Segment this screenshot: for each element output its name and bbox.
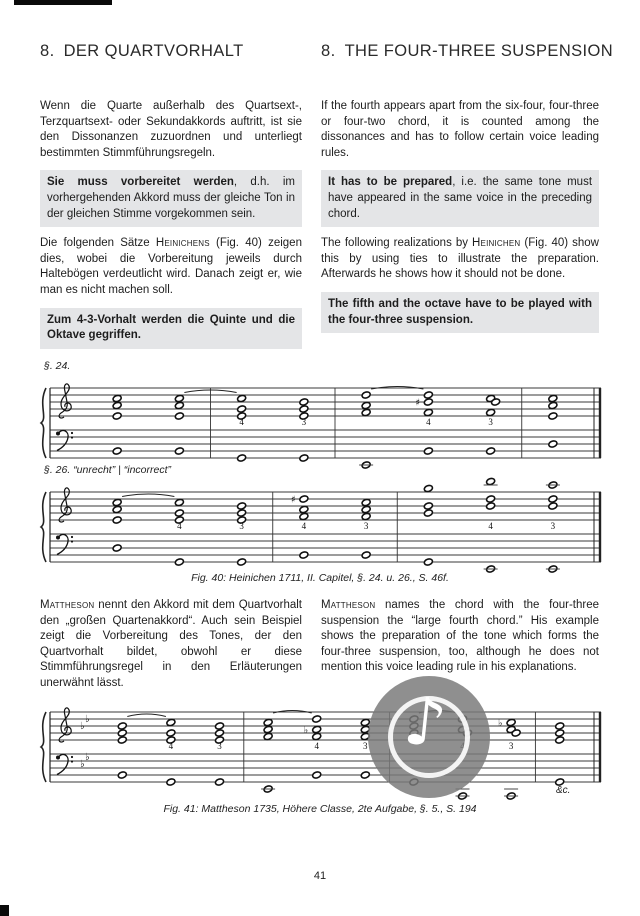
- text-segment: , i.e. the same tone must have appeared in the same voice in the preceding chord.: [328, 176, 593, 220]
- svg-text:♭: ♭: [85, 714, 90, 725]
- german-column-upper: [40, 99, 302, 358]
- german-para-1: Wenn die Quarte außerhalb des Quartsext-, Terzquartsext- oder Sekundakkords auftritt, ist sie den Dissonanzen zuzuordnen und unterliegt bestimmten Stimmführungsregeln.: [40, 100, 302, 159]
- svg-text:3: 3: [217, 741, 222, 751]
- author-name: Mattheson: [321, 599, 376, 611]
- text-segment-bold: Sie muss vorbereitet werden: [47, 176, 234, 189]
- author-name: Mattheson: [40, 599, 95, 611]
- english-highlight-1: [321, 170, 599, 227]
- text-segment: (Fig. 40) zeigen dies, wobei die Vorbereitung jeweils durch Haltebögen verdeutlicht wird. Danach zeigt er, wie man es nicht machen soll.: [40, 237, 302, 296]
- author-name: Heinichen: [472, 237, 521, 250]
- section-title: THE FOUR-THREE SUSPENSION: [344, 42, 614, 60]
- text-segment: Die folgenden Sätze: [40, 237, 156, 250]
- german-highlight-1: [40, 170, 302, 227]
- section-number: 8.: [40, 42, 55, 60]
- german-column-lower: [40, 598, 302, 701]
- scan-artifact-top: [14, 0, 112, 5]
- svg-text:♭: ♭: [303, 725, 309, 736]
- svg-text:♭: ♭: [85, 752, 90, 763]
- svg-text:4: 4: [177, 521, 182, 531]
- scan-artifact-bottom-left: [0, 905, 9, 916]
- english-column-lower: [321, 598, 599, 685]
- svg-text:4: 4: [301, 521, 307, 531]
- text-segment: names the chord with the four-three suspension the “large fourth chord.” His example shows the preparation of the tone which forms the four-three suspension, too, although he does not mention this voice leading rule in his explanations.: [321, 599, 599, 674]
- figure-40-caption: Fig. 40: Heinichen 1711, II. Capitel, §. 24. u. 26., S. 46f.: [191, 572, 449, 584]
- text-segment: , d.h. im vorhergehenden Akkord muss der gleiche Ton in der gleichen Stimme vorgekommen sein.: [47, 176, 295, 220]
- svg-text:♭: ♭: [80, 721, 85, 732]
- music-system-fig40-b: [36, 480, 604, 580]
- music-system-fig41: [36, 700, 604, 800]
- english-highlight-2: The fifth and the octave have to be played with the four-three suspension.: [321, 292, 599, 333]
- author-name: Heinichens: [155, 237, 210, 250]
- english-para-1: If the fourth appears apart from the six-four, four-three or four-two chord, it is counted among the dissonances and has to follow certain voice leading rules.: [321, 100, 599, 159]
- publisher-watermark: [368, 676, 490, 798]
- svg-text:4: 4: [168, 741, 174, 751]
- english-para-3: [321, 598, 599, 676]
- english-para-2: [321, 236, 599, 283]
- svg-text:3: 3: [508, 741, 514, 751]
- text-segment: (Fig. 40) show this by using ties to illustrate the preparation. Afterwards he shows how it should not be done.: [321, 237, 599, 281]
- section-heading-german: [40, 42, 244, 61]
- svg-text:4: 4: [239, 417, 244, 427]
- svg-text:♯: ♯: [290, 494, 296, 506]
- system-label-26: §. 26. “unrecht” | “incorrect”: [44, 464, 172, 476]
- svg-text:3: 3: [363, 521, 369, 531]
- svg-text:♯: ♯: [415, 397, 420, 409]
- system-label-24: §. 24.: [44, 360, 71, 372]
- svg-text:3: 3: [239, 521, 244, 531]
- svg-text:♭: ♭: [498, 718, 503, 729]
- section-number: 8.: [321, 42, 336, 60]
- svg-text:3: 3: [363, 741, 368, 751]
- music-note-icon: ♪: [400, 682, 451, 763]
- svg-text:♭: ♭: [80, 759, 85, 770]
- etcetera-label: &c.: [556, 785, 571, 796]
- page-number: 41: [313, 870, 327, 882]
- german-para-2: [40, 236, 302, 298]
- section-heading-english: [321, 42, 613, 61]
- music-system-fig40-a: [36, 376, 604, 476]
- svg-text:3: 3: [488, 417, 493, 427]
- section-title: DER QUARTVORHALT: [63, 42, 244, 60]
- svg-text:3: 3: [550, 521, 556, 531]
- german-para-3: [40, 598, 302, 692]
- svg-text:4: 4: [488, 521, 493, 531]
- german-highlight-2: Zum 4-3-Vorhalt werden die Quinte und die Oktave gegriffen.: [40, 308, 302, 349]
- figure-41-caption: Fig. 41: Mattheson 1735, Höhere Classe, 2te Aufgabe, §. 5., S. 194: [163, 803, 477, 815]
- svg-text:4: 4: [314, 741, 319, 751]
- text-segment: nennt den Akkord mit dem Quartvorhalt den „großen Quartenakkord“. Auch sein Beispiel zeigt die Vorbereitung des Tones, der den Quartvorhalt bildet, obwohl er diese Stimmführungsregel in den Erläuterungen unerwähnt lässt.: [40, 599, 302, 689]
- svg-text:4: 4: [426, 417, 431, 427]
- text-segment: The following realizations by: [321, 237, 473, 250]
- english-column-upper: [321, 99, 599, 342]
- text-segment-bold: It has to be prepared: [328, 176, 453, 189]
- svg-text:3: 3: [301, 417, 307, 427]
